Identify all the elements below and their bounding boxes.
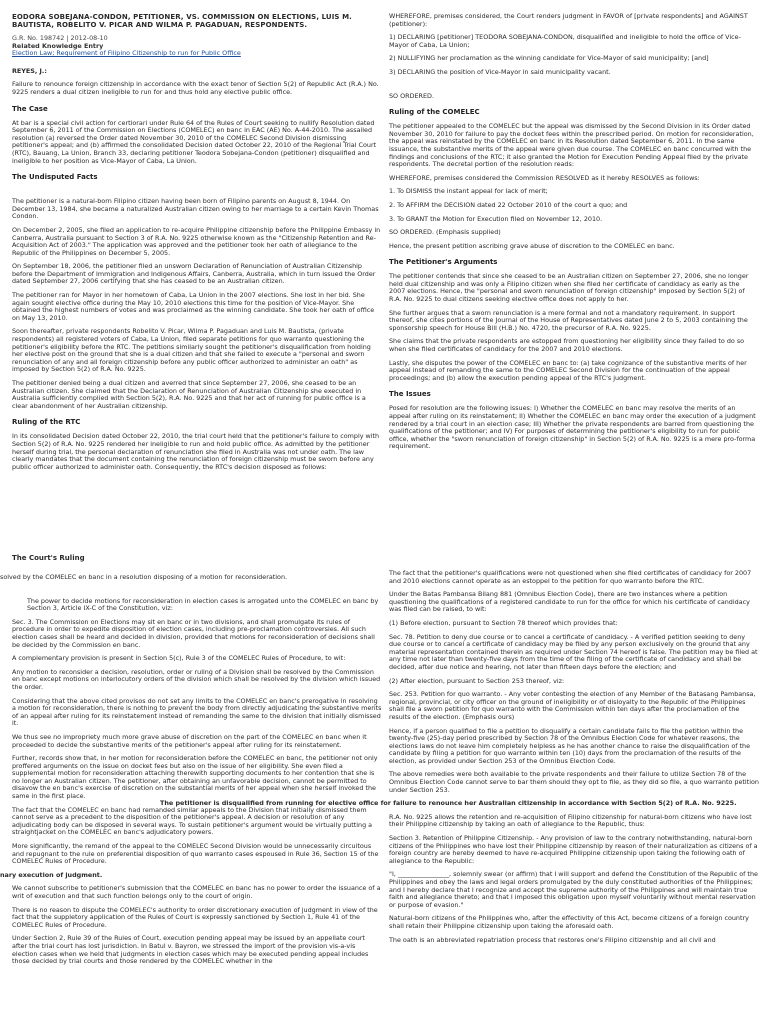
ruling-paragraph: Sec. 78. Petition to deny due course or to cancel a certificate of candidacy. - A verified petition seeking to deny due course or to cancel a certificate of candidacy may be filed by any person exclusively on the ground that any material representation contained therein as required under Section 74 hereof is false. The petition may be filed at any time not later than twenty-five days from the time of the filing of the certificate of candidacy and shall be decided, after due notice and hearing, not later than fifteen days before the election; and	[389, 632, 758, 671]
hence-paragraph: Hence, the present petition ascribing grave abuse of discretion to the COMELEC en banc.	[389, 241, 675, 250]
ruling-paragraph: Sec. 253. Petition for quo warranto. - Any voter contesting the election of any Member of the Batasang Pambansa, regional, provincial, or city officer on the ground of ineligibility or of disloyalty to the Republic of the Philippines shall file a sworn petition for quo warranto with the Commission within ten days after the proclamation of the results of the election. (Emphasis ours)	[389, 690, 756, 721]
ruling-paragraph: Section 3. Retention of Philippine Citizenship. - Any provision of law to the contrary notwithstanding, natural-born citizens of the Philippines who have lost their Philippine citizenship by reason of their naturalization as citizens of a foreign country are hereby deemed to have re-acquired Philippine citizenship upon taking the following oath of allegiance to the Republic:	[389, 834, 758, 865]
rtc-paragraph: In its consolidated Decision dated October 22, 2010, the trial court held that the petitioner's failure to comply with Section 5(2) of R.A. No. 9225 rendered her ineligible to run and hold public office. As admitted by the petitioner herself during trial, the personal declaration of renunciation she filed in Australia was not under oath. The law clearly mandates that the document containing the renunciation of foreign citizenship must be sworn before any public officer authorized to administer oath. Consequently, the RTC's decision disposed as follows:	[12, 432, 380, 471]
facts-paragraph: The petitioner is a natural-born Filipino citizen having been born of Filipino parents on August 8, 1944. On December 13, 1984, she became a naturalized Australian citizen owing to her marriage to a certain Kevin Thomas Condon.	[12, 197, 379, 221]
ruling-paragraph: A complementary provision is present in Section 5(c), Rule 3 of the COMELEC Rules of Procedure, to wit:	[12, 654, 346, 663]
ruling-paragraph: There is no reason to dispute the COMELEC's authority to order discretionary execution of judgment in view of the fact that the suppletory application of the Rules of Court is expressly sanctioned by Section 1, Rule 41 of the COMELEC Rules of Procedure.	[12, 905, 378, 929]
issue-heading-right: The petitioner is disqualified from running for elective office for failure to renounce her Australian citizenship in accordance with Section 5(2) of R.A. No. 9225.	[160, 799, 737, 808]
facts-paragraph: The petitioner denied being a dual citizen and averred that since September 27, 2006, she ceased to be an Australian citizen. She claimed that the Declaration of Renunciation of Australian Citizenship she executed in Australia sufficiently complied with Section 5(2), R.A. No. 9225 and that her act of running for public office is a clear abandonment of her Australian citizenship.	[12, 379, 366, 410]
ruling-paragraph: More significantly, the remand of the appeal to the COMELEC Second Division would be unnecessarily circuitous and repugnant to the rule on preferential disposition of quo warranto cases espoused in Rule 36, Section 15 of the COMELEC Rules of Procedure.	[12, 842, 379, 866]
case-paragraph: At bar is a special civil action for certiorari under Rule 64 of the Rules of Court seeking to nullify Resolution dated September 6, 2011 of the Commission on Elections (COMELEC) en banc in EAC (AE) No. A-44-2010. The assailed resolution (a) reversed the Order dated November 30, 2010 of the COMELEC Second Division dismissing petitioner's appeal; and (b) affirmed the consolidated Decision dated October 22, 2010 of the Regional Trial Court (RTC), Bauang, La Union, Branch 33, declaring petitioner Teodora Sobejana-Condon (petitioner) disqualified and ineligible to her position as Vice-Mayor of Caba, La Union.	[12, 118, 377, 165]
ruling-paragraph: Natural-born citizens of the Philippines who, after the effectivity of this Act, become citizens of a foreign country shall retain their Philippine citizenship upon taking the aforesaid oath.	[389, 914, 749, 930]
dispositive-item: 3) DECLARING the position of Vice-Mayor in said municipality vacant.	[389, 67, 611, 76]
case-title: EODORA SOBEJANA-CONDON, PETITIONER, VS. COMMISSION ON ELECTIONS, LUIS M. BAUTISTA, ROBELITO V. PICAR AND WILMA P. PAGADUAN, RESPONDENTS.	[12, 13, 352, 29]
ruling-paragraph: "I, ________________, solemnly swear (or affirm) that I will support and defend the Constitution of the Republic of the Philippines and obey the laws and legal orders promulgated by the duly constituted authorities of the Philippines; and I hereby declare that I recognize and accept the supreme authority of the Philippines and will maintain true faith and allegiance thereto; and that I imposed this obligation upon myself voluntarily without mental reservation or purpose of evasion."	[389, 870, 758, 909]
ruling-paragraph: Under Section 2, Rule 39 of the Rules of Court, execution pending appeal may be issued by an appellate court after the trial court has lost jurisdiction. In Batul v. Bayron, we stressed the import of the provision vis-a-vis election cases when we held that judgments in election cases which may be executed pending appeal includes those decided by trial courts and those rendered by the COMELEC whether in the	[12, 934, 369, 966]
so-ordered: SO ORDERED. (Emphasis supplied)	[389, 228, 501, 237]
arguments-paragraph: The petitioner contends that since she ceased to be an Australian citizen on September 27, 2006, she no longer held dual citizenship and was only a Filipino citizen when she filed her certificate of candidacy as early as the 2007 elections. Hence, the "personal and sworn renunciation of foreign citizenship" imposed by Section 5(2) of R.A. No. 9225 to dual citizens seeking elective office does not apply to her.	[389, 272, 749, 304]
resolution-item: 2. To AFFIRM the DECISION dated 22 October 2010 of the court a quo; and	[389, 200, 628, 209]
gr-number: G.R. No. 198742 | 2012-08-10	[12, 34, 108, 42]
arguments-paragraph: She further argues that a sworn renunciation is a mere formal and not a mandatory requirement. In support thereof, she cites portions of the Journal of the House of Representatives dated June 2 to 5, 2003 containing the sponsorship speech for House Bill (H.B.) No. 4720, the precursor of R.A. No. 9225.	[389, 308, 748, 332]
arguments-paragraph: Lastly, she disputes the power of the COMELEC en banc to: (a) take cognizance of the substantive merits of her appeal instead of remanding the same to the COMELEC Second Division for the continuation of the appeal proceedings; and (b) allow the execution pending appeal of the RTC's judgment.	[389, 358, 747, 382]
ruling-paragraph: Hence, if a person qualified to file a petition to disqualify a certain candidate fails to file the petition within the twenty-five (25)-day period prescribed by Section 78 of the Omnibus Election Code for whatever reasons, the elections laws do not leave him completely helpless as he has another chance to raise the disqualification of the candidate by filing a petition for quo warranto within ten (10) days from the proclamation of the results of the election, as provided under Section 253 of the Omnibus Election Code.	[389, 726, 750, 765]
ruling-paragraph: Considering that the above cited provisos do not set any limits to the COMELEC en banc's prerogative in resolving a motion for reconsideration, there is nothing to prevent the body from directly adjudicating the substantive merits of an appeal after ruling for its reinstatement instead of remanding the same to the division that initially dismissed it.	[12, 696, 382, 728]
resolution-item: 3. To GRANT the Motion for Execution filed on November 12, 2010.	[389, 214, 603, 223]
ruling-paragraph: Further, records show that, in her motion for reconsideration before the COMELEC en banc, the petitioner not only proffered arguments on the issue on docket fees but also on the issue of her eligibility. She even filed a supplemental motion for reconsideration attaching therewith supporting documents to her contention that she is no longer an Australian citizen. The petitioner, after obtaining an unfavorable decision, cannot be permitted to disavow the en banc's exercise of discretion on the substantial merits of her appeal when she herself invoked the same in the first place.	[12, 754, 378, 801]
dispositive-item: 1) DECLARING [petitioner] TEODORA SOBEJANA-CONDON, disqualified and ineligible to hold the office of Vice-Mayor of Caba, La Union;	[389, 33, 741, 49]
so-ordered: SO ORDERED.	[389, 91, 434, 100]
ruling-paragraph: The power to decide motions for reconsideration in election cases is arrogated unto the COMELEC en banc by Section 3, Article IX-C of the Constitution, viz:	[27, 596, 379, 613]
ruling-paragraph: The oath is an abbreviated repatriation process that restores one's Filipino citizenship and all civil and	[389, 935, 716, 944]
ruling-paragraph: We thus see no impropriety much more grave abuse of discretion on the part of the COMELEC en banc when it proceeded to decide the substantive merits of the petitioner's appeal after ruling for its reinstatement.	[12, 732, 367, 749]
facts-paragraph: Soon thereafter, private respondents Robelito V. Picar, Wilma P. Pagaduan and Luis M. Bautista, (private respondents) all registered voters of Caba, La Union, filed separate petitions for quo warranto questioning the petitioner's eligibility before the RTC. The petitions similarly sought the petitioner's disqualification from holding her elective post on the ground that she is a dual citizen and that she failed to execute a "personal and sworn renunciation of any and all foreign citizenship before any public officer authorized to administer an oath" as imposed by Section 5(2) of R.A. No. 9225.	[12, 327, 371, 374]
facts-paragraph: The petitioner ran for Mayor in her hometown of Caba, La Union in the 2007 elections. She lost in her bid. She again sought elective office during the May 10, 2010 elections this time for the position of Vice-Mayor. She obtained the highest numbers of votes and was proclaimed as the winning candidate. She took her oath of office on May 13, 2010.	[12, 291, 375, 322]
heading-issues: The Issues	[389, 390, 431, 399]
comelec-paragraph: The petitioner appealed to the COMELEC but the appeal was dismissed by the Second Division in its Order dated November 30, 2010 for failure to pay the docket fees within the prescribed period. On motion for reconsideration, the appeal was reinstated by the COMELEC en banc in its Resolution dated September 6, 2011. In the same issuance, the substantive merits of the appeal were given due course. The COMELEC en banc concurred with the findings and conclusions of the RTC; it also granted the Motion for Execution Pending Appeal filed by the private respondents. The decretal portion of the resolution reads:	[389, 122, 754, 169]
ruling-paragraph: R.A. No. 9225 allows the retention and re-acquisition of Filipino citizenship for natural-born citizens who have lost their Philippine citizenship by taking an oath of allegiance to the Republic, thus:	[389, 812, 752, 829]
ruling-paragraph: Sec. 3. The Commission on Elections may sit en banc or in two divisions, and shall promulgate its rules of procedure in order to expedite disposition of election cases, including pre-proclamation controversies. All such election cases shall be heard and decided in division, provided that motions for reconsideration of decisions shall be decided by the Commission en banc.	[12, 617, 375, 649]
resolution-intro: WHEREFORE, premises considered the Commission RESOLVED as it hereby RESOLVES as follows:	[389, 173, 700, 182]
ruling-paragraph: We cannot subscribe to petitioner's submission that the COMELEC en banc has no power to order the issuance of a writ of execution and that such function belongs only to the court of origin.	[12, 884, 381, 900]
right-column-top	[389, 13, 757, 553]
related-label: Related Knowledge Entry	[12, 41, 104, 50]
exec-heading-fragment: nary execution of judgment.	[0, 870, 103, 879]
dispositive-item: 2) NULLIFYING her proclamation as the winning candidate for Vice-Mayor of said municipality; [and]	[389, 54, 709, 63]
issue-heading-fragment: solved by the COMELEC en banc in a resolution disposing of a motion for reconsideration.	[0, 573, 288, 581]
heading-the-case: The Case	[12, 104, 48, 113]
ruling-paragraph: Under the Batas Pambansa Bilang 881 (Omnibus Election Code), there are two instances where a petition questioning the qualifications of a registered candidate to run for the office for which his certificate of candidacy was filed can be raised, to wit:	[389, 590, 750, 614]
ruling-paragraph: (1) Before election, pursuant to Section 78 thereof which provides that:	[389, 618, 618, 627]
heading-petitioner-arguments: The Petitioner's Arguments	[389, 258, 498, 267]
heading-ruling-rtc: Ruling of the RTC	[12, 418, 81, 427]
related-knowledge-link[interactable]: Election Law; Requirement of Filipino Citizenship to run for Public Office	[12, 49, 241, 58]
heading-courts-ruling: The Court's Ruling	[12, 554, 85, 562]
dispositive-intro: WHEREFORE, premises considered, the Court renders judgment in FAVOR of [private respondents] and AGAINST (petitioner):	[389, 12, 748, 28]
ruling-paragraph: The above remedies were both available to the private respondents and their failure to utilize Section 78 of the Omnibus Election Code cannot serve to bar them should they opt to file, as they did so file, a quo warranto petition under Section 253.	[389, 770, 759, 794]
resolution-item: 1. To DISMISS the instant appeal for lack of merit;	[389, 187, 548, 196]
ruling-paragraph: (2) After election, pursuant to Section 253 thereof, viz:	[389, 676, 565, 685]
ruling-paragraph: The fact that the petitioner's qualifications were not questioned when she filed certificates of candidacy for 2007 and 2010 elections cannot operate as an estoppel to the petition for quo warranto before the RTC.	[389, 569, 752, 585]
ponente: REYES, J.:	[12, 66, 47, 75]
facts-paragraph: On September 18, 2006, the petitioner filed an unsworn Declaration of Renunciation of Australian Citizenship before the Department of Immigration and Indigenous Affairs, Canberra, Australia, which in turn issued the Order dated September 27, 2006 certifying that she has ceased to be an Australian citizen.	[12, 262, 376, 286]
issues-paragraph: Posed for resolution are the following issues: I) Whether the COMELEC en banc may resolve the merits of an appeal after ruling on its reinstatement; II) Whether the COMELEC en banc may order the execution of a judgment rendered by a trial court in an election case; III) Whether the private respondents are barred from questioning the qualifications of the petitioner; and IV) For purposes of determining the petitioner's eligibility to run for public office, whether the "sworn renunciation of foreign citizenship" in Section 5(2) of R.A. No. 9225 is a mere pro-forma requirement.	[389, 404, 756, 451]
facts-paragraph: On December 2, 2005, she filed an application to re-acquire Philippine citizenship before the Philippine Embassy in Canberra, Australia pursuant to Section 3 of R.A. No. 9225 otherwise known as the "Citizenship Retention and Re-Acquisition Act of 2003." The application was approved and the petitioner took her oath of allegiance to the Republic of the Philippines on December 5, 2005.	[12, 225, 381, 257]
ruling-paragraph: The fact that the COMELEC en banc had remanded similar appeals to the Division that initially dismissed them cannot serve as a precedent to the disposition of the petitioner's appeal. A decision or resolution of any adjudicating body can be disposed in several ways. To sustain petitioner's argument would be virtually putting a straightjacket on the COMELEC en banc's adjudicatory powers.	[12, 805, 373, 837]
ruling-paragraph: Any motion to reconsider a decision, resolution, order or ruling of a Division shall be resolved by the Commission en banc except motions on interlocutory orders of the division which shall be resolved by the division which issued the order.	[12, 667, 381, 691]
arguments-paragraph: She claims that the private respondents are estopped from questioning her eligibility since they failed to do so when she filed certificates of candidacy for the 2007 and 2010 elections.	[389, 337, 745, 354]
left-column-top	[12, 13, 382, 553]
heading-undisputed-facts: The Undisputed Facts	[12, 173, 98, 182]
intro-paragraph: Failure to renounce foreign citizenship in accordance with the exact tenor of Section 5(2) of Republic Act (R.A.) No. 9225 renders a dual citizen ineligible to run for and thus hold any elective public office.	[12, 80, 379, 96]
heading-ruling-comelec: Ruling of the COMELEC	[389, 108, 480, 117]
